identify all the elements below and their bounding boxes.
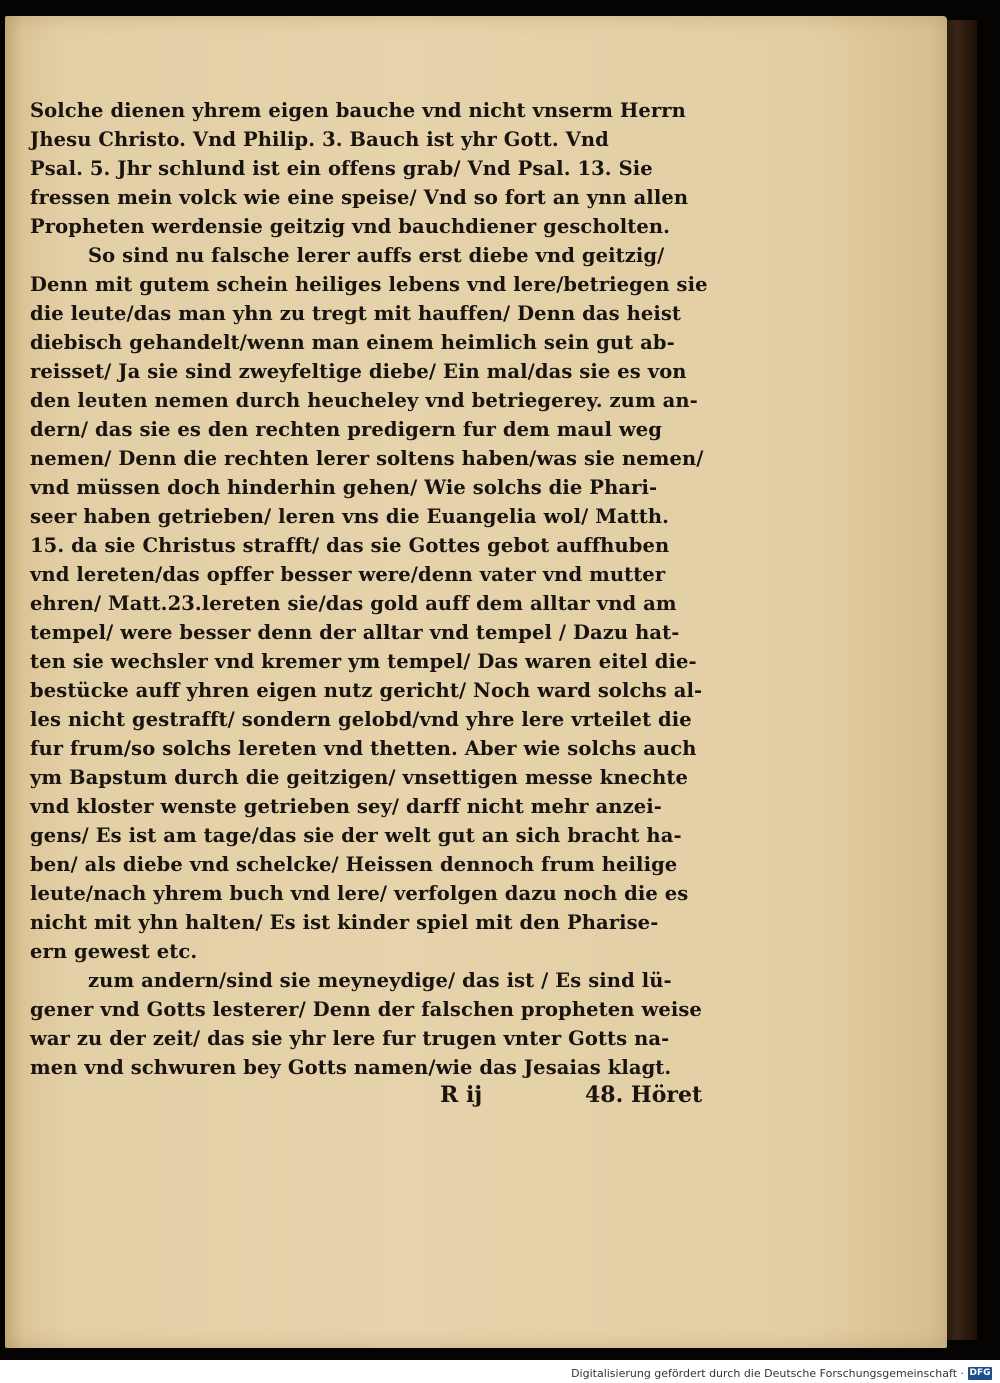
- text-line: den leuten nemen durch heucheley vnd betriegerey. zum an-: [30, 389, 698, 412]
- signature-mark: R ij: [440, 1082, 483, 1108]
- text-line: diebisch gehandelt/wenn man einem heimlich sein gut ab-: [30, 331, 675, 354]
- text-line: zum andern/sind sie meyneydige/ das ist / Es sind lü-: [88, 969, 672, 992]
- text-line: Jhesu Christo. Vnd Philip. 3. Bauch ist yhr Gott. Vnd: [30, 128, 609, 151]
- text-line: seer haben getrieben/ leren vns die Euangelia wol/ Matth.: [30, 505, 670, 528]
- text-line: Denn mit gutem schein heiliges lebens vnd lere/betriegen sie: [30, 273, 708, 296]
- text-line: nicht mit yhn halten/ Es ist kinder spiel mit den Pharise-: [30, 911, 659, 934]
- text-line: les nicht gestrafft/ sondern gelobd/vnd yhre lere vrteilet die: [30, 708, 692, 731]
- text-line: ben/ als diebe vnd schelcke/ Heissen dennoch frum heilige: [30, 853, 678, 876]
- page-text: [30, 96, 710, 1082]
- text-line: gener vnd Gotts lesterer/ Denn der falschen propheten weise: [30, 998, 702, 1021]
- text-line: Solche dienen yhrem eigen bauche vnd nicht vnserm Herrn: [30, 99, 686, 122]
- text-line: ehren/ Matt.23.lereten sie/das gold auff dem alltar vnd am: [30, 592, 677, 615]
- text-line: ten sie wechsler vnd kremer ym tempel/ Das waren eitel die-: [30, 650, 697, 673]
- text-line: ym Bapstum durch die geitzigen/ vnsettigen messe knechte: [30, 766, 688, 789]
- text-line: reisset/ Ja sie sind zweyfeltige diebe/ Ein mal/das sie es von: [30, 360, 687, 383]
- catchword: 48. Höret: [585, 1082, 703, 1108]
- text-line: fressen mein volck wie eine speise/ Vnd so fort an ynn allen: [30, 186, 689, 209]
- text-line: So sind nu falsche lerer auffs erst diebe vnd geitzig/: [88, 244, 665, 267]
- text-line: Psal. 5. Jhr schlund ist ein offens grab/ Vnd Psal. 13. Sie: [30, 157, 653, 180]
- text-line: vnd lereten/das opffer besser were/denn vater vnd mutter: [30, 563, 666, 586]
- page-footer: [440, 1082, 710, 1112]
- text-line: gens/ Es ist am tage/das sie der welt gut an sich bracht ha-: [30, 824, 682, 847]
- text-line: nemen/ Denn die rechten lerer soltens haben/was sie nemen/: [30, 447, 704, 470]
- text-line: leute/nach yhrem buch vnd lere/ verfolgen dazu noch die es: [30, 882, 689, 905]
- text-line: war zu der zeit/ das sie yhr lere fur trugen vnter Gotts na-: [30, 1027, 670, 1050]
- text-line: bestücke auff yhren eigen nutz gericht/ Noch ward solchs al-: [30, 679, 703, 702]
- text-line: 15. da sie Christus strafft/ das sie Gottes gebot auffhuben: [30, 534, 670, 557]
- dfg-logo-icon: DFG: [969, 1367, 991, 1378]
- text-line: fur frum/so solchs lereten vnd thetten. Aber wie solchs auch: [30, 737, 697, 760]
- text-line: men vnd schwuren bey Gotts namen/wie das Jesaias klagt.: [30, 1056, 672, 1079]
- text-line: vnd kloster wenste getrieben sey/ darff nicht mehr anzei-: [30, 795, 662, 818]
- digitization-credit: [571, 1364, 992, 1382]
- text-line: tempel/ were besser denn der alltar vnd tempel / Dazu hat-: [30, 621, 680, 644]
- text-line: Propheten werdensie geitzig vnd bauchdiener gescholten.: [30, 215, 671, 238]
- text-line: vnd müssen doch hinderhin gehen/ Wie solchs die Phari-: [30, 476, 658, 499]
- book-edge: [947, 20, 977, 1340]
- text-line: die leute/das man yhn zu tregt mit hauffen/ Denn das heist: [30, 302, 682, 325]
- text-line: dern/ das sie es den rechten predigern fur dem maul weg: [30, 418, 663, 441]
- credit-text: Digitalisierung gefördert durch die Deutsche Forschungsgemeinschaft ·: [571, 1366, 964, 1380]
- text-line: ern gewest etc.: [30, 940, 198, 963]
